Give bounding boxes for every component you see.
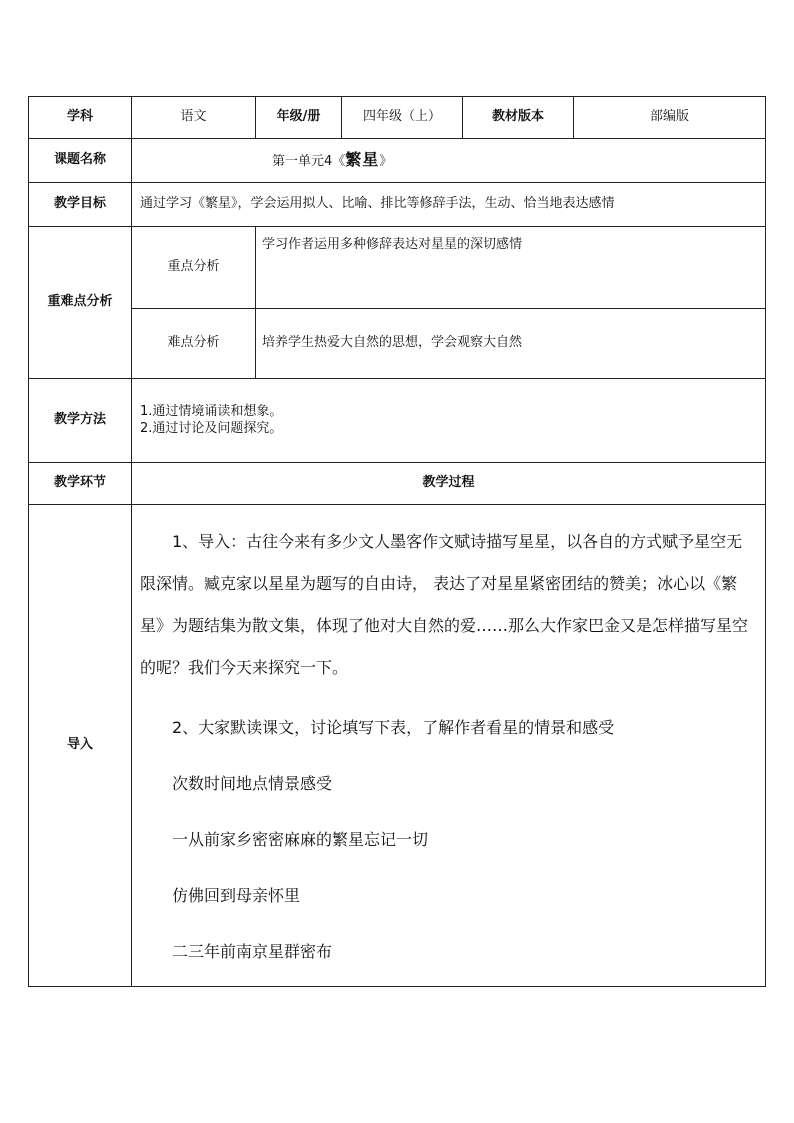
intro-stage-label: 导入 — [29, 505, 132, 987]
grade-label: 年级/册 — [256, 97, 342, 139]
intro-paragraph-1: 1、导入：古往今来有多少文人墨客作文赋诗描写星星，以各自的方式赋予星空无限深情。臧克家以星星为题写的自由诗， 表达了对星星紧密团结的赞美；冰心以《繁星》为题结集为散文集，体现了他对大自然的爱……那么大作家巴金又是怎样描写星空的呢？我们今天来探究一下。 — [140, 532, 749, 677]
lesson-unit-prefix: 第一单元4《 — [272, 154, 346, 170]
header-row — [29, 97, 766, 139]
intro-process — [132, 505, 766, 987]
goal-text: 通过学习《繁星》，学会运用拟人、比喻、排比等修辞手法，生动、恰当地表达感情 — [132, 183, 766, 227]
method-label: 教学方法 — [29, 379, 132, 463]
difficult-point-label: 难点分析 — [132, 309, 256, 379]
intro-row — [29, 505, 766, 987]
subject-label: 学科 — [29, 97, 132, 139]
lesson-title: 繁星 — [345, 150, 380, 170]
grade-value: 四年级（上） — [342, 97, 463, 139]
edition-value: 部编版 — [574, 97, 766, 139]
stage-header: 教学环节 — [29, 463, 132, 505]
intro-table-line: 一从前家乡密密麻麻的繁星忘记一切 — [172, 830, 429, 849]
goal-row — [29, 183, 766, 227]
process-header: 教学过程 — [132, 463, 766, 505]
lesson-title-suffix: 》 — [379, 154, 393, 170]
lesson-plan-table — [28, 96, 766, 987]
intro-table-line: 次数时间地点情景感受 — [172, 774, 333, 793]
process-header-row — [29, 463, 766, 505]
lesson-title-cell — [132, 139, 766, 183]
goal-label: 教学目标 — [29, 183, 132, 227]
key-point-label: 重点分析 — [132, 227, 256, 309]
key-point-text: 学习作者运用多种修辞表达对星星的深切感情 — [256, 227, 766, 309]
difficult-point-row — [29, 309, 766, 379]
lesson-row — [29, 139, 766, 183]
method-item: 1.通过情境诵读和想象。 — [140, 403, 283, 419]
method-item: 2.通过讨论及问题探究。 — [140, 420, 283, 436]
subject-value: 语文 — [132, 97, 256, 139]
intro-table-line: 仿佛回到母亲怀里 — [172, 886, 301, 905]
analysis-label: 重难点分析 — [29, 227, 132, 379]
edition-label: 教材版本 — [463, 97, 574, 139]
method-row — [29, 379, 766, 463]
intro-paragraph-2: 2、大家默读课文，讨论填写下表，了解作者看星的情景和感受 — [172, 718, 615, 737]
lesson-label: 课题名称 — [29, 139, 132, 183]
method-list — [132, 379, 766, 463]
intro-table-line: 二三年前南京星群密布 — [172, 942, 333, 961]
difficult-point-text: 培养学生热爱大自然的思想，学会观察大自然 — [256, 309, 766, 379]
key-point-row — [29, 227, 766, 309]
